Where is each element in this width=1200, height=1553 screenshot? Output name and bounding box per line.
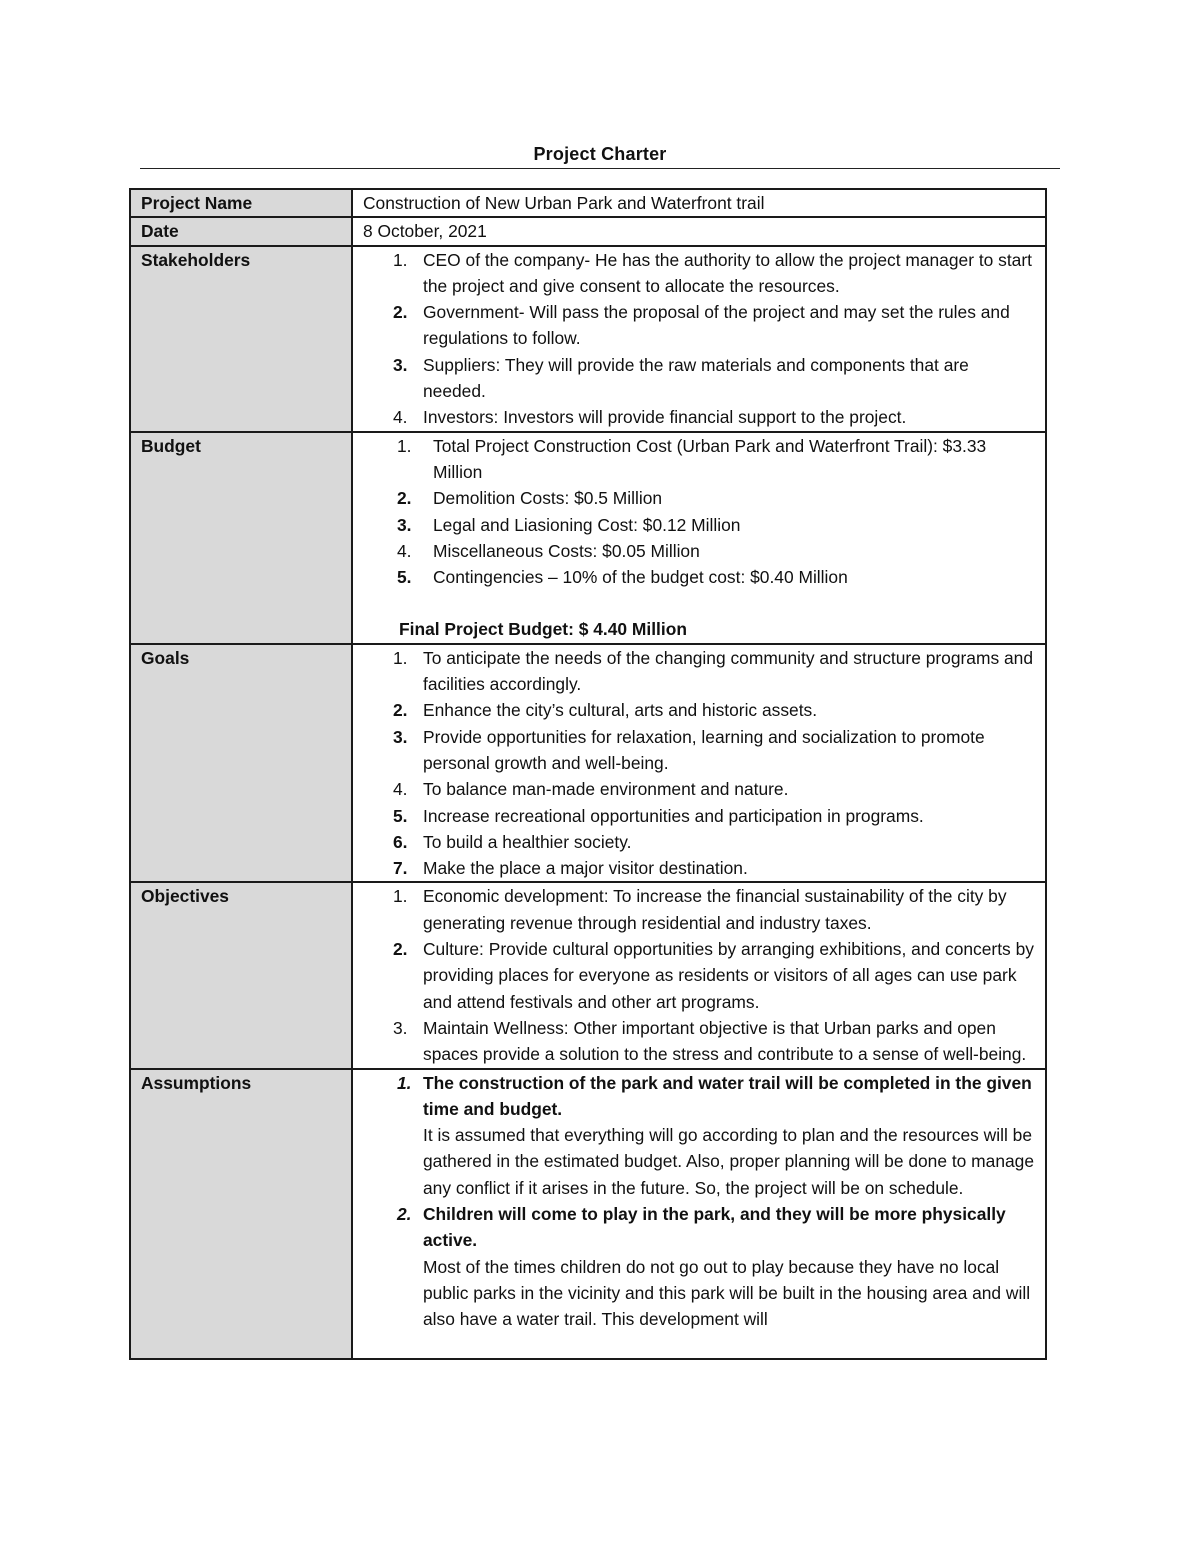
list-item: 2. Enhance the city’s cultural, arts and historic assets. <box>363 697 1035 723</box>
list-item: 6. To build a healthier society. <box>363 829 1035 855</box>
list-item: 1. Economic development: To increase the financial sustainability of the city by generating revenue through residential and industry taxes. <box>363 883 1035 936</box>
value-assumptions <box>352 1069 1046 1359</box>
assumption-heading: 2. Children will come to play in the park, and they will be more physically active. <box>423 1203 1006 1251</box>
list-item: 3. Suppliers: They will provide the raw materials and components that are needed. <box>363 352 1035 405</box>
value-budget <box>352 432 1046 644</box>
list-item: 4. Investors: Investors will provide financial support to the project. <box>363 404 1035 430</box>
title-divider <box>140 168 1060 169</box>
list-item: 2. Culture: Provide cultural opportunities by arranging exhibitions, and concerts by providing places for everyone as residents or visitors of all ages can use park and attend festivals and other art programs. <box>363 936 1035 1015</box>
list-item: 4. To balance man-made environment and nature. <box>363 776 1035 802</box>
row-stakeholders <box>130 246 1046 432</box>
list-item: 2. Demolition Costs: $0.5 Million <box>363 485 1035 511</box>
list-item: 5. Increase recreational opportunities and participation in programs. <box>363 803 1035 829</box>
list-item: 2. Government- Will pass the proposal of the project and may set the rules and regulations to follow. <box>363 299 1035 352</box>
charter-table <box>129 188 1047 1360</box>
list-item <box>363 1201 1035 1332</box>
row-objectives <box>130 882 1046 1068</box>
value-project-name: Construction of New Urban Park and Waterfront trail <box>352 189 1046 217</box>
assumption-body: It is assumed that everything will go according to plan and the resources will be gathered in the estimated budget. Also, proper planning will be done to manage any conflict if it arises in the future. So, the project will be on schedule. <box>423 1125 1035 1198</box>
list-item: 4. Miscellaneous Costs: $0.05 Million <box>363 538 1035 564</box>
list-item: 1. Total Project Construction Cost (Urban Park and Waterfront Trail): $3.33 Million <box>363 433 1035 486</box>
list-item: 7. Make the place a major visitor destination. <box>363 855 1035 881</box>
row-budget <box>130 432 1046 644</box>
list-item: 1. CEO of the company- He has the authority to allow the project manager to start the project and give consent to allocate the resources. <box>363 247 1035 300</box>
value-goals <box>352 644 1046 883</box>
assumption-heading: 1. The construction of the park and water trail will be completed in the given time and budget. <box>423 1072 1032 1119</box>
list-item: 3. Maintain Wellness: Other important objective is that Urban parks and open spaces provide a solution to the stress and contribute to a sense of well-being. <box>363 1015 1035 1068</box>
list-item: 1. To anticipate the needs of the changing community and structure programs and facilities accordingly. <box>363 645 1035 698</box>
row-date <box>130 217 1046 245</box>
objectives-list <box>363 883 1035 1067</box>
assumption-body: Most of the times children do not go out to play because they have no local public parks in the vicinity and this park will be built in the housing area and will also have a water trail. This development will <box>423 1256 1031 1330</box>
row-goals <box>130 644 1046 883</box>
label-project-name: Project Name <box>130 189 352 217</box>
value-date: 8 October, 2021 <box>352 217 1046 245</box>
budget-list <box>363 433 1035 591</box>
label-stakeholders: Stakeholders <box>130 246 352 432</box>
value-stakeholders <box>352 246 1046 432</box>
label-budget: Budget <box>130 432 352 644</box>
value-objectives <box>352 882 1046 1068</box>
list-item: 3. Legal and Liasioning Cost: $0.12 Million <box>363 512 1035 538</box>
goals-list <box>363 645 1035 882</box>
label-assumptions: Assumptions <box>130 1069 352 1359</box>
stakeholders-list <box>363 247 1035 431</box>
page-title: Project Charter <box>533 144 667 164</box>
row-project-name <box>130 189 1046 217</box>
list-item: 3. Provide opportunities for relaxation, learning and socialization to promote personal growth and well-being. <box>363 724 1035 777</box>
label-date: Date <box>130 217 352 245</box>
final-budget: Final Project Budget: $ 4.40 Million <box>399 619 687 640</box>
list-item: 5. Contingencies – 10% of the budget cost: $0.40 Million <box>363 564 1035 590</box>
list-item <box>363 1070 1035 1201</box>
label-objectives: Objectives <box>130 882 352 1068</box>
row-assumptions <box>130 1069 1046 1359</box>
label-goals: Goals <box>130 644 352 883</box>
assumptions-list <box>363 1070 1035 1333</box>
